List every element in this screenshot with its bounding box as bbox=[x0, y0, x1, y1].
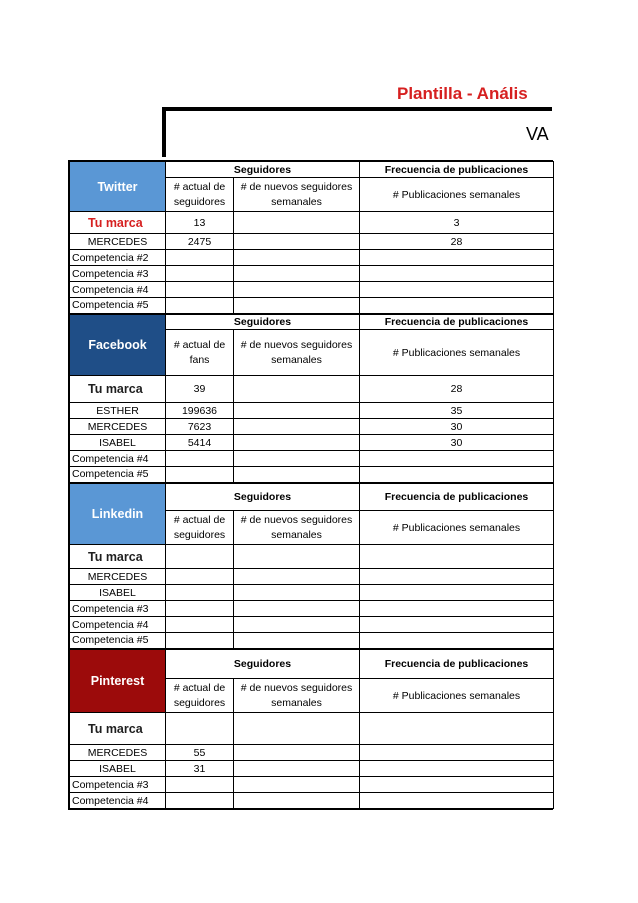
row-name: Competencia #3 bbox=[70, 777, 166, 793]
table-row bbox=[70, 761, 554, 777]
cell-actual[interactable]: 2475 bbox=[166, 234, 234, 250]
table-row bbox=[70, 376, 554, 403]
table-row bbox=[70, 212, 554, 234]
cell-pubs[interactable] bbox=[360, 298, 554, 314]
table-row bbox=[70, 545, 554, 569]
cell-actual[interactable] bbox=[166, 467, 234, 483]
facebook-seguidores-header: Seguidores bbox=[166, 314, 360, 330]
cell-pubs[interactable] bbox=[360, 713, 554, 745]
linkedin-frecuencia-header: Frecuencia de publicaciones bbox=[360, 483, 554, 511]
document-title: Plantilla - Anális bbox=[397, 84, 528, 103]
table-row bbox=[70, 713, 554, 745]
table-row bbox=[70, 745, 554, 761]
cell-actual[interactable] bbox=[166, 298, 234, 314]
linkedin-actual-header: # actual de seguidores bbox=[166, 511, 234, 545]
row-name: MERCEDES bbox=[70, 569, 166, 585]
cell-actual[interactable]: 39 bbox=[166, 376, 234, 403]
header-left-border bbox=[162, 107, 166, 157]
table-row bbox=[70, 467, 554, 483]
row-name: Competencia #4 bbox=[70, 617, 166, 633]
document-subtitle: VA bbox=[526, 124, 549, 144]
twitter-publicaciones-header: # Publicaciones semanales bbox=[360, 178, 554, 212]
cell-pubs[interactable] bbox=[360, 761, 554, 777]
table-row bbox=[70, 793, 554, 809]
facebook-frecuencia-header: Frecuencia de publicaciones bbox=[360, 314, 554, 330]
header-top-border bbox=[162, 107, 552, 111]
row-name: Competencia #5 bbox=[70, 298, 166, 314]
cell-actual[interactable]: 5414 bbox=[166, 435, 234, 451]
twitter-actual-header: # actual de seguidores bbox=[166, 178, 234, 212]
row-name: Competencia #5 bbox=[70, 467, 166, 483]
cell-nuevos[interactable] bbox=[234, 761, 360, 777]
linkedin-seguidores-header: Seguidores bbox=[166, 483, 360, 511]
row-name: Competencia #5 bbox=[70, 633, 166, 649]
cell-actual[interactable]: 13 bbox=[166, 212, 234, 234]
table-row bbox=[70, 601, 554, 617]
linkedin-header-row bbox=[70, 483, 554, 511]
pinterest-brand-cell: Pinterest bbox=[70, 649, 166, 713]
cell-nuevos[interactable] bbox=[234, 545, 360, 569]
cell-nuevos[interactable] bbox=[234, 298, 360, 314]
cell-pubs[interactable] bbox=[360, 451, 554, 467]
cell-pubs[interactable]: 35 bbox=[360, 403, 554, 419]
cell-nuevos[interactable] bbox=[234, 601, 360, 617]
cell-pubs[interactable] bbox=[360, 777, 554, 793]
table-row bbox=[70, 777, 554, 793]
row-name: MERCEDES bbox=[70, 234, 166, 250]
cell-actual[interactable]: 7623 bbox=[166, 419, 234, 435]
cell-pubs[interactable] bbox=[360, 601, 554, 617]
cell-actual[interactable] bbox=[166, 585, 234, 601]
facebook-brand-cell: Facebook bbox=[70, 314, 166, 376]
twitter-seguidores-header: Seguidores bbox=[166, 162, 360, 178]
row-name: ISABEL bbox=[70, 585, 166, 601]
cell-nuevos[interactable] bbox=[234, 617, 360, 633]
cell-pubs[interactable] bbox=[360, 282, 554, 298]
table-row bbox=[70, 403, 554, 419]
row-name: Competencia #3 bbox=[70, 601, 166, 617]
table-row bbox=[70, 451, 554, 467]
facebook-publicaciones-header: # Publicaciones semanales bbox=[360, 330, 554, 376]
cell-nuevos[interactable] bbox=[234, 250, 360, 266]
cell-actual[interactable]: 31 bbox=[166, 761, 234, 777]
twitter-nuevos-header: # de nuevos seguidores semanales bbox=[234, 178, 360, 212]
cell-pubs[interactable]: 30 bbox=[360, 419, 554, 435]
cell-pubs[interactable] bbox=[360, 545, 554, 569]
row-name: Competencia #3 bbox=[70, 266, 166, 282]
cell-pubs[interactable]: 28 bbox=[360, 234, 554, 250]
cell-actual[interactable] bbox=[166, 633, 234, 649]
table-row bbox=[70, 419, 554, 435]
cell-nuevos[interactable] bbox=[234, 376, 360, 403]
row-name: Competencia #4 bbox=[70, 451, 166, 467]
cell-nuevos[interactable] bbox=[234, 266, 360, 282]
cell-actual[interactable] bbox=[166, 601, 234, 617]
linkedin-nuevos-header: # de nuevos seguidores semanales bbox=[234, 511, 360, 545]
row-name: Tu marca bbox=[70, 376, 166, 403]
cell-pubs[interactable] bbox=[360, 266, 554, 282]
twitter-brand-cell: Twitter bbox=[70, 162, 166, 212]
facebook-header-row bbox=[70, 314, 554, 330]
cell-nuevos[interactable] bbox=[234, 403, 360, 419]
cell-nuevos[interactable] bbox=[234, 234, 360, 250]
pinterest-nuevos-header: # de nuevos seguidores semanales bbox=[234, 679, 360, 713]
row-name: Competencia #4 bbox=[70, 282, 166, 298]
table-row bbox=[70, 435, 554, 451]
table-row bbox=[70, 250, 554, 266]
row-name: MERCEDES bbox=[70, 419, 166, 435]
table-row bbox=[70, 569, 554, 585]
pinterest-frecuencia-header: Frecuencia de publicaciones bbox=[360, 649, 554, 679]
linkedin-publicaciones-header: # Publicaciones semanales bbox=[360, 511, 554, 545]
linkedin-brand-cell: Linkedin bbox=[70, 483, 166, 545]
cell-actual[interactable] bbox=[166, 617, 234, 633]
cell-pubs[interactable] bbox=[360, 569, 554, 585]
cell-pubs[interactable]: 30 bbox=[360, 435, 554, 451]
cell-nuevos[interactable] bbox=[234, 419, 360, 435]
cell-nuevos[interactable] bbox=[234, 793, 360, 809]
cell-nuevos[interactable] bbox=[234, 282, 360, 298]
pinterest-publicaciones-header: # Publicaciones semanales bbox=[360, 679, 554, 713]
cell-nuevos[interactable] bbox=[234, 467, 360, 483]
cell-pubs[interactable] bbox=[360, 745, 554, 761]
row-name: ISABEL bbox=[70, 761, 166, 777]
pinterest-header-row bbox=[70, 649, 554, 679]
cell-pubs[interactable] bbox=[360, 793, 554, 809]
cell-actual[interactable]: 199636 bbox=[166, 403, 234, 419]
table-row bbox=[70, 617, 554, 633]
row-name: Tu marca bbox=[70, 212, 166, 234]
twitter-frecuencia-header: Frecuencia de publicaciones bbox=[360, 162, 554, 178]
cell-actual[interactable] bbox=[166, 250, 234, 266]
cell-pubs[interactable] bbox=[360, 585, 554, 601]
facebook-actual-header: # actual de fans bbox=[166, 330, 234, 376]
pinterest-actual-header: # actual de seguidores bbox=[166, 679, 234, 713]
cell-actual[interactable]: 55 bbox=[166, 745, 234, 761]
table-row bbox=[70, 633, 554, 649]
cell-pubs[interactable] bbox=[360, 617, 554, 633]
pinterest-seguidores-header: Seguidores bbox=[166, 649, 360, 679]
table-row bbox=[70, 266, 554, 282]
row-name: MERCEDES bbox=[70, 745, 166, 761]
cell-nuevos[interactable] bbox=[234, 212, 360, 234]
cell-actual[interactable] bbox=[166, 713, 234, 745]
row-name: Competencia #2 bbox=[70, 250, 166, 266]
row-name: ESTHER bbox=[70, 403, 166, 419]
cell-actual[interactable] bbox=[166, 545, 234, 569]
cell-nuevos[interactable] bbox=[234, 777, 360, 793]
analysis-sheet bbox=[68, 160, 553, 810]
cell-pubs[interactable] bbox=[360, 633, 554, 649]
cell-nuevos[interactable] bbox=[234, 745, 360, 761]
cell-pubs[interactable] bbox=[360, 250, 554, 266]
cell-pubs[interactable]: 3 bbox=[360, 212, 554, 234]
row-name: Competencia #4 bbox=[70, 793, 166, 809]
cell-nuevos[interactable] bbox=[234, 585, 360, 601]
cell-actual[interactable] bbox=[166, 282, 234, 298]
cell-actual[interactable] bbox=[166, 777, 234, 793]
facebook-nuevos-header: # de nuevos seguidores semanales bbox=[234, 330, 360, 376]
cell-pubs[interactable] bbox=[360, 467, 554, 483]
cell-actual[interactable] bbox=[166, 569, 234, 585]
cell-pubs[interactable]: 28 bbox=[360, 376, 554, 403]
table-row bbox=[70, 234, 554, 250]
cell-nuevos[interactable] bbox=[234, 435, 360, 451]
cell-nuevos[interactable] bbox=[234, 713, 360, 745]
cell-nuevos[interactable] bbox=[234, 633, 360, 649]
cell-nuevos[interactable] bbox=[234, 451, 360, 467]
row-name: Tu marca bbox=[70, 545, 166, 569]
row-name: ISABEL bbox=[70, 435, 166, 451]
table-row bbox=[70, 298, 554, 314]
table-row bbox=[70, 585, 554, 601]
cell-nuevos[interactable] bbox=[234, 569, 360, 585]
table-row bbox=[70, 282, 554, 298]
twitter-header-row bbox=[70, 162, 554, 178]
cell-actual[interactable] bbox=[166, 266, 234, 282]
cell-actual[interactable] bbox=[166, 451, 234, 467]
cell-actual[interactable] bbox=[166, 793, 234, 809]
row-name: Tu marca bbox=[70, 713, 166, 745]
analysis-table bbox=[69, 161, 554, 809]
